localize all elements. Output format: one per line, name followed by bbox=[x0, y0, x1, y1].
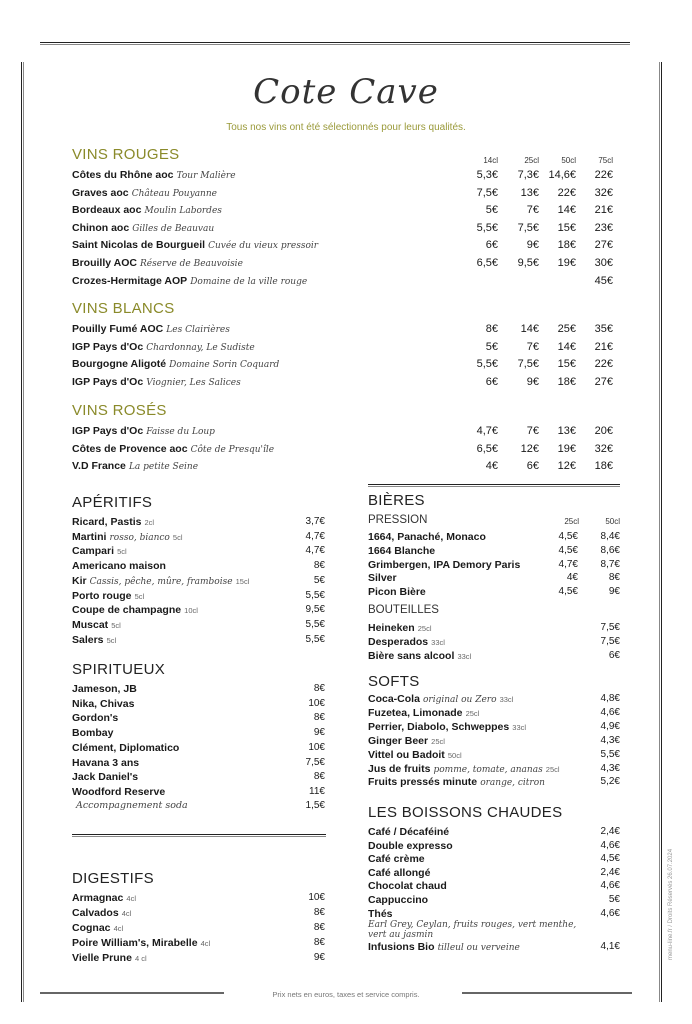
item-price: 4,6€ bbox=[600, 908, 620, 919]
item-price: 4,5€ bbox=[558, 545, 578, 556]
bottle-row bbox=[368, 622, 432, 634]
aperitif-row bbox=[72, 575, 249, 587]
item-price: 15€ bbox=[557, 358, 576, 370]
item-name: 1664 Blanche bbox=[368, 545, 436, 557]
item-price: 7€ bbox=[526, 425, 539, 437]
item-name: Graves aoc bbox=[72, 187, 129, 199]
hot-drink-row bbox=[368, 840, 453, 852]
item-price: 12€ bbox=[520, 443, 539, 455]
item-price: 8€ bbox=[608, 572, 620, 583]
hot-drink-row bbox=[368, 826, 449, 838]
spirit-row bbox=[72, 742, 179, 754]
item-price: 12€ bbox=[557, 460, 576, 472]
item-price: 9€ bbox=[526, 376, 539, 388]
aperitif-row bbox=[72, 619, 121, 631]
item-description: Cuvée du vieux pressoir bbox=[208, 241, 319, 251]
item-price: 14,6€ bbox=[548, 169, 576, 181]
item-name: Bordeaux aoc bbox=[72, 204, 142, 216]
item-description: rosso, bianco bbox=[109, 533, 170, 543]
item-volume: 4cl bbox=[200, 939, 211, 948]
spirit-row bbox=[72, 683, 137, 695]
item-price: 4,6€ bbox=[600, 707, 620, 718]
item-price: 4,5€ bbox=[558, 586, 578, 597]
item-price: 5€ bbox=[485, 204, 498, 216]
item-price: 8€ bbox=[313, 922, 325, 933]
item-price: 8,7€ bbox=[600, 559, 620, 570]
wine-size-header: 25cl bbox=[524, 156, 539, 165]
item-price: 25€ bbox=[557, 323, 576, 335]
item-name: Kir bbox=[72, 575, 87, 587]
item-name: Poire William's, Mirabelle bbox=[72, 937, 198, 949]
spirit-row bbox=[72, 712, 118, 724]
item-name: Fruits pressés minute bbox=[368, 776, 478, 788]
wine-section-title: VINS ROUGES bbox=[72, 146, 180, 163]
item-price: 5,5€ bbox=[476, 222, 498, 234]
pression-title: PRESSION bbox=[368, 514, 428, 526]
item-name: Picon Bière bbox=[368, 586, 426, 598]
item-price: 5,5€ bbox=[305, 619, 325, 630]
item-description: Les Clairières bbox=[166, 325, 230, 335]
item-name: Saint Nicolas de Bourgueil bbox=[72, 239, 206, 251]
item-price: 21€ bbox=[594, 204, 613, 216]
item-price: 7,5€ bbox=[517, 358, 539, 370]
item-name: Salers bbox=[72, 634, 104, 646]
item-name: Heineken bbox=[368, 622, 415, 634]
wine-row bbox=[72, 239, 318, 251]
item-price: 5,5€ bbox=[600, 749, 620, 760]
item-price: 7,5€ bbox=[600, 622, 620, 633]
item-volume: 33cl bbox=[499, 695, 514, 704]
item-volume: 33cl bbox=[512, 723, 527, 732]
item-name: Calvados bbox=[72, 907, 119, 919]
spirit-row bbox=[72, 757, 139, 769]
item-price: 5,2€ bbox=[600, 776, 620, 787]
item-price: 4€ bbox=[485, 460, 498, 472]
spirit-row bbox=[72, 786, 165, 798]
item-price: 4,5€ bbox=[558, 531, 578, 542]
item-name: Infusions Bio bbox=[368, 941, 435, 953]
item-price: 9,5€ bbox=[305, 604, 325, 615]
item-price: 8,4€ bbox=[600, 531, 620, 542]
aperitif-row bbox=[72, 545, 127, 557]
item-volume: 50cl bbox=[447, 751, 462, 760]
item-price: 10€ bbox=[308, 742, 325, 753]
item-name: Silver bbox=[368, 572, 397, 584]
item-volume: 33cl bbox=[431, 638, 445, 647]
item-price: 32€ bbox=[594, 187, 613, 199]
item-name: Pouilly Fumé AOC bbox=[72, 323, 164, 335]
item-price: 7€ bbox=[526, 341, 539, 353]
beer-row bbox=[368, 531, 486, 543]
item-price: 27€ bbox=[594, 239, 613, 251]
item-description: Cassis, pêche, mûre, framboise bbox=[89, 577, 233, 587]
beer-size-header: 25cl bbox=[564, 517, 579, 526]
spirit-row bbox=[72, 698, 134, 710]
item-price: 7,5€ bbox=[600, 636, 620, 647]
item-name: Côtes du Rhône aoc bbox=[72, 169, 174, 181]
item-price: 4,1€ bbox=[600, 941, 620, 952]
item-price: 6,5€ bbox=[476, 443, 498, 455]
aperitifs-title: APÉRITIFS bbox=[72, 494, 153, 511]
item-description: Domaine de la ville rouge bbox=[190, 277, 308, 287]
aperitif-row bbox=[72, 560, 166, 572]
soft-row bbox=[368, 776, 545, 788]
item-volume: 25cl bbox=[545, 765, 560, 774]
item-price: 5,3€ bbox=[476, 169, 498, 181]
item-description: Viognier, Les Salices bbox=[146, 378, 241, 388]
item-name: Havana 3 ans bbox=[72, 757, 140, 769]
item-description: Faisse du Loup bbox=[146, 427, 215, 437]
item-name: V.D France bbox=[72, 460, 126, 472]
soft-row bbox=[368, 693, 513, 705]
item-price: 22€ bbox=[594, 358, 613, 370]
item-name: Jameson, JB bbox=[72, 683, 137, 695]
item-price: 5,5€ bbox=[476, 358, 498, 370]
item-price: 35€ bbox=[594, 323, 613, 335]
item-name: Brouilly AOC bbox=[72, 257, 137, 269]
item-volume: 5cl bbox=[134, 592, 145, 601]
item-name: Martini bbox=[72, 531, 107, 543]
item-price: 8€ bbox=[313, 937, 325, 948]
frame-left-line bbox=[21, 62, 24, 1002]
item-price: 20€ bbox=[594, 425, 613, 437]
spirit-row bbox=[72, 771, 138, 783]
item-name: IGP Pays d'Oc bbox=[72, 341, 144, 353]
item-name: Bière sans alcool bbox=[368, 650, 455, 662]
beer-row bbox=[368, 572, 397, 584]
item-price: 18€ bbox=[594, 460, 613, 472]
item-price: 4,9€ bbox=[600, 721, 620, 732]
item-name: Desperados bbox=[368, 636, 429, 648]
wine-row bbox=[72, 187, 217, 199]
item-name: Thés bbox=[368, 908, 393, 920]
item-price: 5€ bbox=[485, 341, 498, 353]
wine-section-title: VINS ROSÉS bbox=[72, 402, 167, 419]
item-name: Porto rouge bbox=[72, 590, 132, 602]
item-volume: 25cl bbox=[465, 709, 480, 718]
item-name: IGP Pays d'Oc bbox=[72, 376, 144, 388]
item-price: 2,4€ bbox=[600, 826, 620, 837]
beer-row bbox=[368, 559, 520, 571]
item-name: Armagnac bbox=[72, 892, 124, 904]
aperitif-row bbox=[72, 634, 116, 646]
item-price: 18€ bbox=[557, 376, 576, 388]
wine-section-title: VINS BLANCS bbox=[72, 300, 175, 317]
item-price: 4,5€ bbox=[600, 853, 620, 864]
item-price: 9€ bbox=[608, 586, 620, 597]
item-name: Campari bbox=[72, 545, 115, 557]
bouteilles-title: BOUTEILLES bbox=[368, 604, 439, 616]
wine-size-header: 50cl bbox=[561, 156, 576, 165]
spiritueux-title: SPIRITUEUX bbox=[72, 661, 166, 678]
item-price: 13€ bbox=[520, 187, 539, 199]
soft-row bbox=[368, 763, 560, 775]
digestif-row bbox=[72, 907, 131, 919]
item-price: 14€ bbox=[557, 204, 576, 216]
item-price: 15€ bbox=[557, 222, 576, 234]
item-price: 4,7€ bbox=[558, 559, 578, 570]
item-price: 6€ bbox=[485, 376, 498, 388]
hot-drink-row bbox=[368, 894, 428, 906]
item-name: Café crème bbox=[368, 853, 425, 865]
wine-row bbox=[72, 257, 243, 269]
item-name: Café / Décaféiné bbox=[368, 826, 450, 838]
item-description: Moulin Labordes bbox=[144, 206, 222, 216]
item-price: 7,5€ bbox=[476, 187, 498, 199]
item-price: 21€ bbox=[594, 341, 613, 353]
digestif-row bbox=[72, 892, 136, 904]
wine-row bbox=[72, 204, 222, 216]
aperitif-row bbox=[72, 590, 144, 602]
item-name: Bourgogne Aligoté bbox=[72, 358, 167, 370]
item-price: 22€ bbox=[594, 169, 613, 181]
wine-row bbox=[72, 425, 215, 437]
item-name: Cognac bbox=[72, 922, 111, 934]
beer-size-header: 50cl bbox=[605, 517, 620, 526]
item-price: 8€ bbox=[313, 771, 325, 782]
item-price: 9€ bbox=[313, 727, 325, 738]
item-volume: 15cl bbox=[235, 577, 250, 586]
item-name: Chinon aoc bbox=[72, 222, 130, 234]
footer-note: Prix nets en euros, taxes et service compris. bbox=[272, 990, 420, 999]
item-description: original ou Zero bbox=[423, 695, 497, 705]
item-name: Clément, Diplomatico bbox=[72, 742, 180, 754]
item-volume: 5cl bbox=[106, 636, 117, 645]
item-description: Château Pouyanne bbox=[131, 189, 217, 199]
item-price: 6€ bbox=[608, 650, 620, 661]
item-name: Gordon's bbox=[72, 712, 119, 724]
chaudes-title: LES BOISSONS CHAUDES bbox=[368, 804, 563, 821]
item-price: 5€ bbox=[608, 894, 620, 905]
spirit-row bbox=[72, 727, 113, 739]
separator-line-left bbox=[72, 834, 326, 837]
item-name: Côtes de Provence aoc bbox=[72, 443, 188, 455]
side-credit: menu-line.fr / Droits Réservés 26.07.2024 bbox=[668, 848, 674, 960]
item-price: 8€ bbox=[485, 323, 498, 335]
item-description: orange, citron bbox=[480, 778, 545, 788]
item-volume: 4cl bbox=[126, 894, 137, 903]
wine-row bbox=[72, 222, 214, 234]
item-description: Côte de Presqu'île bbox=[190, 445, 275, 455]
beer-row bbox=[368, 586, 426, 598]
item-price: 18€ bbox=[557, 239, 576, 251]
frame-top-line bbox=[40, 42, 630, 45]
wine-row bbox=[72, 169, 236, 181]
item-volume: 4cl bbox=[121, 909, 132, 918]
aperitif-row bbox=[72, 531, 183, 543]
item-price: 8€ bbox=[313, 683, 325, 694]
item-name: Vittel ou Badoit bbox=[368, 749, 445, 761]
item-price: 4,3€ bbox=[600, 763, 620, 774]
wine-row bbox=[72, 275, 307, 287]
item-name: Crozes-Hermitage AOP bbox=[72, 275, 188, 287]
wine-row bbox=[72, 323, 230, 335]
infusion-row bbox=[368, 941, 520, 953]
digestif-row bbox=[72, 952, 147, 964]
item-description: pomme, tomate, ananas bbox=[433, 765, 543, 775]
item-price: 8,6€ bbox=[600, 545, 620, 556]
hot-drink-row bbox=[368, 908, 393, 920]
item-price: 4,7€ bbox=[305, 545, 325, 556]
item-price: 14€ bbox=[520, 323, 539, 335]
item-price: 4,3€ bbox=[600, 735, 620, 746]
item-price: 2,4€ bbox=[600, 867, 620, 878]
item-price: 9€ bbox=[313, 952, 325, 963]
item-name: Grimbergen, IPA Demory Paris bbox=[368, 559, 521, 571]
thes-detail: vert au jasmin bbox=[368, 930, 434, 940]
item-name: Vielle Prune bbox=[72, 952, 132, 964]
item-price: 14€ bbox=[557, 341, 576, 353]
item-price: 4€ bbox=[566, 572, 578, 583]
digestif-row bbox=[72, 922, 123, 934]
hot-drink-row bbox=[368, 880, 447, 892]
item-price: 4,8€ bbox=[600, 693, 620, 704]
item-volume: 33cl bbox=[457, 652, 472, 661]
item-description: Gilles de Beauvau bbox=[132, 224, 215, 234]
item-price: 45€ bbox=[594, 275, 613, 287]
item-name: Muscat bbox=[72, 619, 109, 631]
wine-row bbox=[72, 358, 279, 370]
item-price: 13€ bbox=[557, 425, 576, 437]
bottle-row bbox=[368, 636, 445, 648]
item-name: Ricard, Pastis bbox=[72, 516, 142, 528]
page-subtitle: Tous nos vins ont été sélectionnés pour leurs qualités. bbox=[226, 122, 466, 133]
item-description: tilleul ou verveine bbox=[437, 943, 520, 953]
item-price: 10€ bbox=[308, 698, 325, 709]
item-price: 7,3€ bbox=[517, 169, 539, 181]
hot-drink-row bbox=[368, 853, 425, 865]
item-volume: 2cl bbox=[144, 518, 155, 527]
item-price: 7,5€ bbox=[517, 222, 539, 234]
wine-row bbox=[72, 443, 274, 455]
item-price: 4,6€ bbox=[600, 840, 620, 851]
item-price: 8€ bbox=[313, 907, 325, 918]
item-volume: 5cl bbox=[172, 533, 183, 542]
wine-row bbox=[72, 460, 198, 472]
item-price: 5,5€ bbox=[305, 634, 325, 645]
item-price: 4,6€ bbox=[600, 880, 620, 891]
item-price: 30€ bbox=[594, 257, 613, 269]
item-price: 5,5€ bbox=[305, 590, 325, 601]
item-name: Coupe de champagne bbox=[72, 604, 182, 616]
item-name: Jack Daniel's bbox=[72, 771, 139, 783]
item-price: 23€ bbox=[594, 222, 613, 234]
item-name: IGP Pays d'Oc bbox=[72, 425, 144, 437]
softs-title: SOFTS bbox=[368, 673, 420, 690]
item-price: 9€ bbox=[526, 239, 539, 251]
bottle-row bbox=[368, 650, 471, 662]
item-name: Woodford Reserve bbox=[72, 786, 166, 798]
frame-right-line bbox=[659, 62, 662, 1002]
item-volume: 10cl bbox=[184, 606, 198, 615]
item-price: 32€ bbox=[594, 443, 613, 455]
digestif-row bbox=[72, 937, 210, 949]
item-description: Tour Malière bbox=[176, 171, 236, 181]
item-name: 1664, Panaché, Monaco bbox=[368, 531, 486, 543]
item-price: 6€ bbox=[526, 460, 539, 472]
wine-size-header: 14cl bbox=[483, 156, 498, 165]
item-price: 10€ bbox=[308, 892, 325, 903]
item-price: 19€ bbox=[557, 443, 576, 455]
soft-row bbox=[368, 749, 462, 761]
wine-size-header: 75cl bbox=[598, 156, 613, 165]
item-price: 4,7€ bbox=[305, 531, 325, 542]
item-price: 6€ bbox=[485, 239, 498, 251]
item-volume: 25cl bbox=[431, 737, 445, 746]
soft-row bbox=[368, 721, 526, 733]
item-name: Bombay bbox=[72, 727, 114, 739]
thes-detail: Earl Grey, Ceylan, fruits rouges, vert menthe, bbox=[368, 920, 577, 930]
soft-row bbox=[368, 735, 445, 747]
item-description: La petite Seine bbox=[128, 462, 199, 472]
bieres-title: BIÈRES bbox=[368, 492, 425, 509]
soft-row bbox=[368, 707, 479, 719]
page-title: Cote Cave bbox=[253, 72, 439, 112]
item-price: 27€ bbox=[594, 376, 613, 388]
wine-row bbox=[72, 376, 241, 388]
item-description: Domaine Sorin Coquard bbox=[169, 360, 280, 370]
wine-row bbox=[72, 341, 255, 353]
item-name: Café allongé bbox=[368, 867, 431, 879]
item-price: 8€ bbox=[313, 560, 325, 571]
item-price: 7€ bbox=[526, 204, 539, 216]
item-price: 3,7€ bbox=[305, 516, 325, 527]
beer-row bbox=[368, 545, 435, 557]
item-name: Coca-Cola bbox=[368, 693, 420, 705]
item-price: 9,5€ bbox=[517, 257, 539, 269]
item-name: Americano maison bbox=[72, 560, 166, 572]
item-price: 19€ bbox=[557, 257, 576, 269]
item-price: 8€ bbox=[313, 712, 325, 723]
item-name: Jus de fruits bbox=[368, 763, 431, 775]
item-name: Double expresso bbox=[368, 840, 453, 852]
item-description: Chardonnay, Le Sudiste bbox=[146, 343, 255, 353]
item-name: Fuzetea, Limonade bbox=[368, 707, 463, 719]
item-volume: 5cl bbox=[117, 547, 127, 556]
hot-drink-row bbox=[368, 867, 430, 879]
item-volume: 4 cl bbox=[134, 954, 147, 963]
item-price: 1,5€ bbox=[305, 800, 325, 811]
item-name: Ginger Beer bbox=[368, 735, 429, 747]
item-volume: 4cl bbox=[113, 924, 124, 933]
aperitif-row bbox=[72, 516, 154, 528]
item-price: 6,5€ bbox=[476, 257, 498, 269]
item-price: 7,5€ bbox=[305, 757, 325, 768]
item-price: 4,7€ bbox=[476, 425, 498, 437]
separator-line-right bbox=[368, 484, 620, 487]
item-description: Réserve de Beauvoisie bbox=[140, 259, 243, 269]
item-name: Nika, Chivas bbox=[72, 698, 135, 710]
item-volume: 5cl bbox=[111, 621, 121, 630]
item-price: 5€ bbox=[313, 575, 325, 586]
item-name: Perrier, Diabolo, Schweppes bbox=[368, 721, 510, 733]
item-name: Cappuccino bbox=[368, 894, 429, 906]
digestifs-title: DIGESTIFS bbox=[72, 870, 154, 887]
aperitif-row bbox=[72, 604, 198, 616]
item-price: 22€ bbox=[557, 187, 576, 199]
item-price: 11€ bbox=[309, 786, 325, 797]
spirit-note: Accompagnement soda bbox=[76, 800, 188, 811]
item-volume: 25cl bbox=[417, 624, 432, 633]
item-name: Chocolat chaud bbox=[368, 880, 447, 892]
